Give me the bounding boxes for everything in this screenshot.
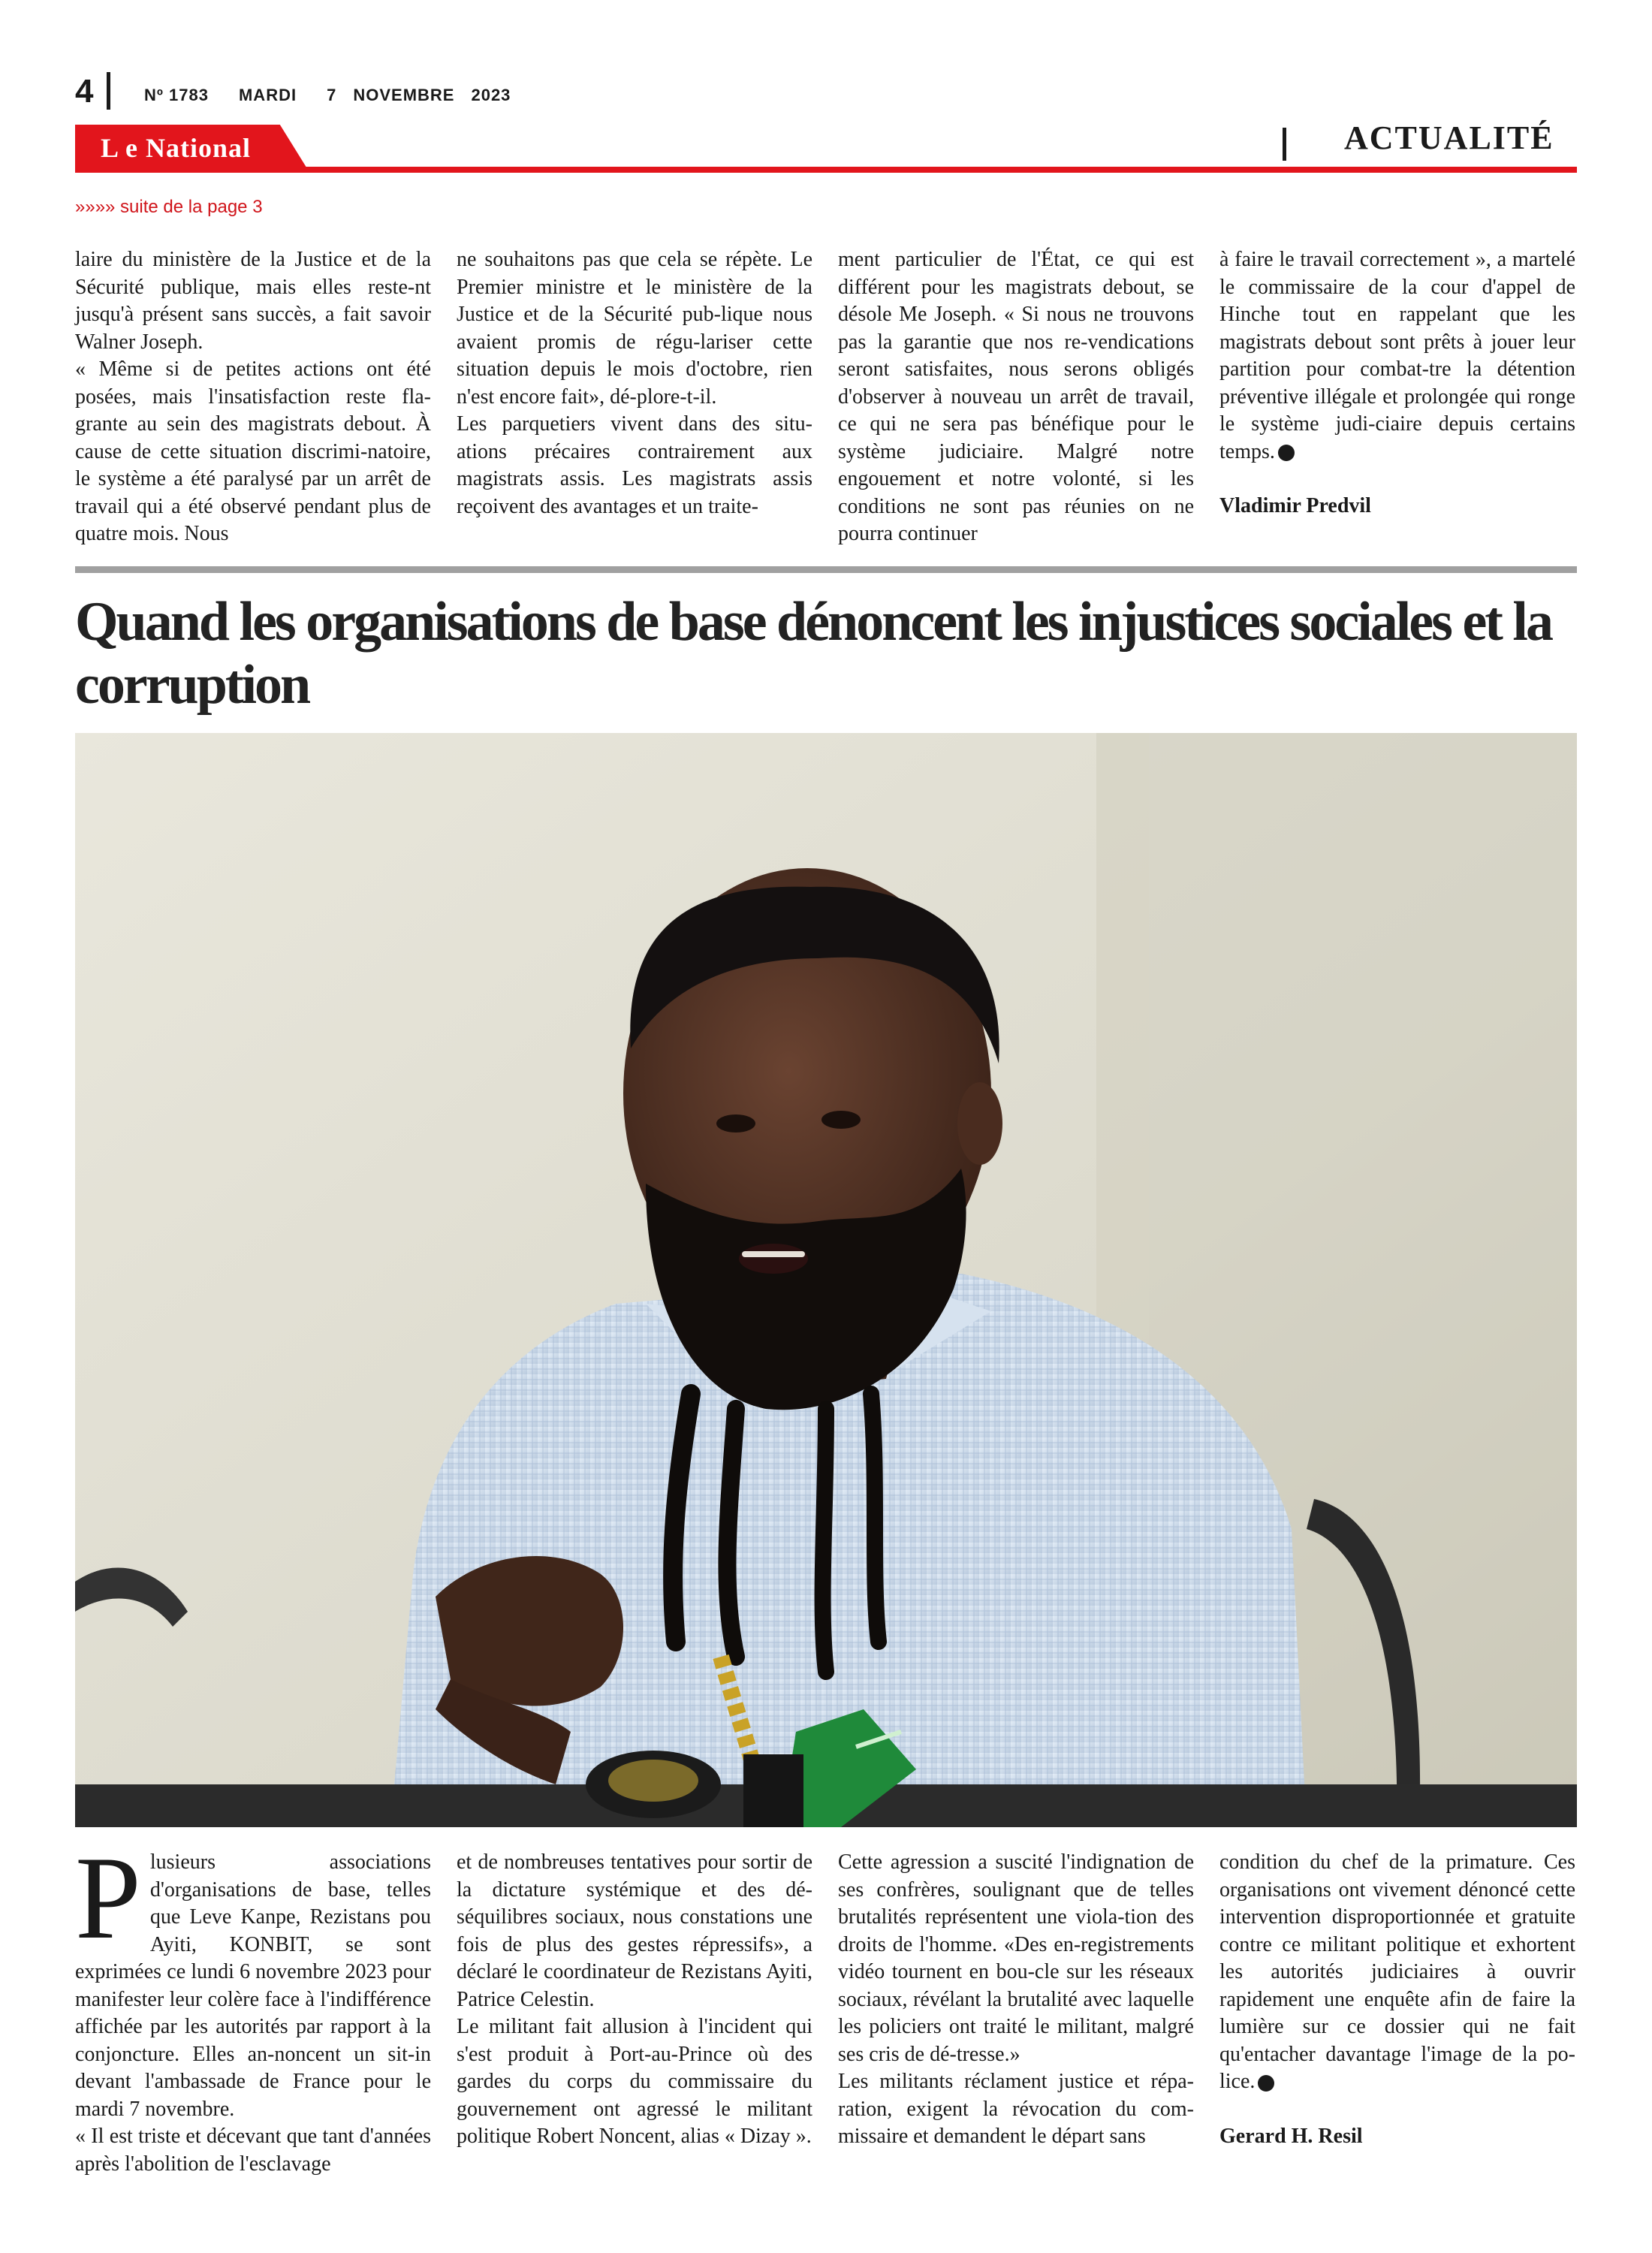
article-photo <box>75 733 1577 1827</box>
article-author: Vladimir Predvil <box>1219 494 1371 517</box>
top-article-column-1 <box>75 246 431 548</box>
top-article-column-3 <box>838 246 1194 548</box>
headline: Quand les organisations de base dénoncent les injustices sociales et la corruption <box>75 591 1551 716</box>
header-rule <box>75 167 1577 173</box>
issue-date-day: 7 <box>327 86 337 104</box>
page-number-divider <box>107 72 110 110</box>
top-article-column-4 <box>1219 246 1575 520</box>
article-separator <box>75 566 1577 573</box>
paragraph <box>1219 246 1575 466</box>
end-of-article-icon <box>1278 445 1295 461</box>
main-article-column-3 <box>838 1849 1194 2151</box>
main-article-column-2 <box>457 1849 812 2151</box>
main-article-column-1 <box>75 1832 431 2178</box>
end-of-article-icon <box>1258 2075 1274 2092</box>
issue-number: Nº 1783 <box>144 86 209 104</box>
continuation-note: »»»» suite de la page 3 <box>75 197 263 217</box>
main-article-column-4 <box>1219 1849 1575 2150</box>
paragraph: laire du ministère de la Justice et de la Sécurité publique, mais elles reste-nt jusqu'à présent sans succès, a fait savoir Walner Joseph. <box>75 248 431 354</box>
issue-month: NOVEMBRE <box>353 86 455 104</box>
page-number: 4 <box>75 73 94 110</box>
paragraph-text: à faire le travail correctement », a martelé le commissaire de la cour d'appel de Hinche tout en rappelant que les magistrats debout sont prêts à jouer leur partition pour combat-tre la détention préventive illégale et prolongée qui ronge le système judi-ciaire depuis certains temps. <box>1219 248 1575 463</box>
photo-man-speaking-icon <box>75 733 1577 1827</box>
issue-day: MARDI <box>238 86 297 104</box>
issue-year: 2023 <box>471 86 511 104</box>
paragraph-text: lusieurs associations d'organisations de base, telles que Leve Kanpe, Rezistans pou Ayiti, KONBIT, se sont exprimées ce lundi 6 novembre 2023 pour manifester leur colère face à l'indifférence affichée par les autorités par rapport à la conjoncture. Elles an-noncent un sit-in devant l'ambassade de France pour le mardi 7 novembre. <box>75 1850 431 2121</box>
paragraph <box>1219 1849 1575 2096</box>
issue-line <box>144 86 541 105</box>
paragraph: « Même si de petites actions ont été posées, mais l'insatisfaction reste fla-grante au sein des magistrats debout. À cause de cette situation discrimi-natoire, le système a été paralysé par un arrêt de travail qui a été observé pendant plus de quatre mois. Nous <box>75 357 431 545</box>
paragraph: Cette agression a suscité l'indignation de ses confrères, soulignant que de telles brutalités représentent une viola-tion des droits de l'homme. «Des en-registrements vidéo tournent en bou-cle sur les réseaux sociaux, révélant la brutalité avec laquelle les policiers ont traité le militant, malgré ses cris de dé-tresse.» <box>838 1850 1194 2066</box>
lead-paragraph <box>75 1832 431 2123</box>
paragraph: Les parquetiers vivent dans des situ-ations précaires contrairement aux magistrats assis. Les magistrats assis reçoivent des avantages et un traite- <box>457 412 812 518</box>
top-article-column-2 <box>457 246 812 520</box>
section-label: ACTUALITÉ <box>1344 119 1554 156</box>
paragraph: et de nombreuses tentatives pour sortir de la dictature systémique et des dé-séquilibres sociaux, nous constations une fois de plus des gestes répressifs», a déclaré le coordinateur de Rezistans Ayiti, Patrice Celestin. <box>457 1850 812 2011</box>
paragraph-text: condition du chef de la primature. Ces organisations ont vivement dénoncé cette intervention disproportionnée et gratuite contre ce militant politique et exhortent les autorités judiciaires à ouvrir rapidement une enquête afin de faire la lumière sur ce dossier qui ne fait qu'entacher davantage l'image de la po-lice. <box>1219 1850 1575 2093</box>
section-divider <box>1283 128 1286 161</box>
paragraph: ment particulier de l'État, ce qui est différent pour les magistrats debout, se désole Me Joseph. « Si nous ne trouvons pas la garantie que nos re-vendications seront satisfaites, nous serons obligés d'observer à nouveau un arrêt de travail, ce qui ne sera pas bénéfique pour le système judiciaire. Malgré notre engouement et notre volonté, si les conditions ne sont pas réunies on ne pourra continuer <box>838 248 1194 545</box>
paragraph: Les militants réclament justice et répa-ration, exigent la révocation du com-missaire et demandent le départ sans <box>838 2070 1194 2148</box>
article-author: Gerard H. Resil <box>1219 2124 1363 2148</box>
paragraph: « Il est triste et décevant que tant d'années après l'abolition de l'esclavage <box>75 2125 431 2176</box>
drop-cap: P <box>75 1832 141 1964</box>
paragraph: ne souhaitons pas que cela se répète. Le Premier ministre et le ministère de la Justice et de la Sécurité pub-lique nous avaient promis de régu-lariser cette situation depuis le mois d'octobre, rien n'est encore fait», dé-plore-t-il. <box>457 248 812 409</box>
paragraph: Le militant fait allusion à l'incident qui s'est produit à Port-au-Prince où des gardes du corps du commissaire du gouvernement ont agressé le militant politique Robert Noncent, alias « Dizay ». <box>457 2015 812 2148</box>
brand-name: L e National <box>101 133 252 163</box>
